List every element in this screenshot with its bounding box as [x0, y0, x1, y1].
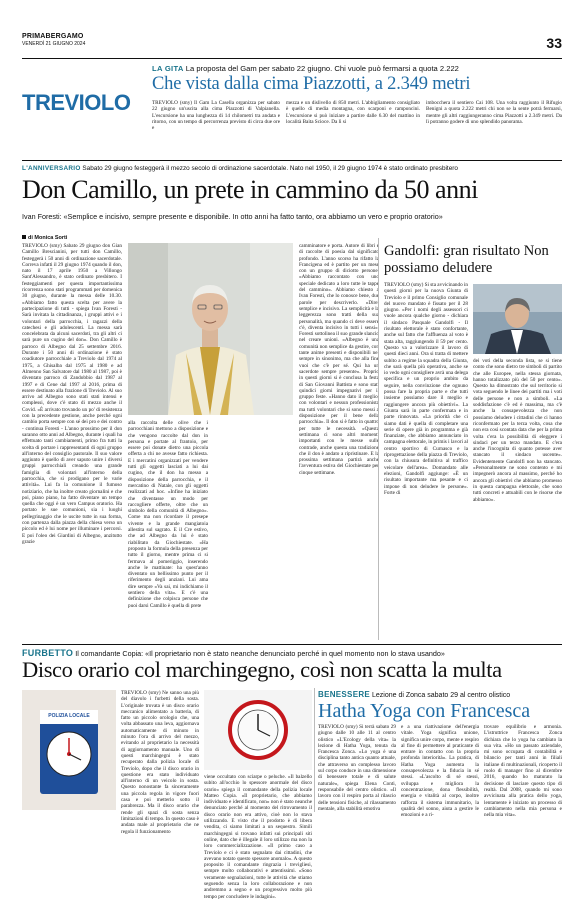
furbetto-headline: Disco orario col marchingegno, così non scatta la multa [22, 657, 502, 682]
feature-col-3: camminatore e porta. Autore di libri e di raccolte di poesia dal significato profondo. L'anno scorso ha rifatto la Francigena ed è partito per un mese con un gruppo di diciotto persone. «Abbiamo raccontato con uno speciale dedicato a loro tutte le tappe del cammino». Abbiamo chiesto a Ivan Foresti, che lo conosce bene, due parole per descriverlo. «Direi semplice e incisivo. La semplicità e la leggerezza sono tratti della sua personalità, ma quando ci deve essere c'è, diventa incisivo in tutti i sensi». Foresti sottolinea il suo grande slancio nel creare unioni. «Albegno è una comunità non semplice da gestire, con tante anime presenti e disponibili nel sempre in sinonimo, ma che alla fine vuoi che c'è per sé. Qui ha un sacerdote sempre presente». Proprio in questi giorni si è conclusa la festa di San Giovanni Battista e sono stati quindici giorni impegnativi per il gruppo feste. «Hanno dato il meglio, con volontari e nessun professionista ma tutti volontari che si sono messi a disposizione per il bene della parrocchia». Il don si è fatto in quattro per tutte le necessità. «Questa settimana ci sono altri momenti importanti con le messe sulle contrade, anche questa una tradizione che il don è andato a ripristinare. E la prossima settimana partirà anche l'avventura estiva del Giochiestate per cinque settimane. [299, 243, 379, 476]
disco-orario-photo [22, 690, 116, 810]
byline [22, 235, 67, 241]
byline-text: di Monica Sorti [28, 235, 68, 241]
section-town: TREVIOLO [22, 90, 131, 115]
feature-kicker [22, 165, 562, 172]
priest-portrait [128, 243, 293, 415]
section-rule-2 [22, 644, 562, 645]
benessere-town: BENESSERE [318, 690, 371, 699]
furbetto-col-1: TREVIOLO (smy) Ne sanno una più del diavolo i furbetti della sosta. L'originale trovata è un disco orario meccanico alimentato a batteria, di fatto un piccolo orologio che, una volta abbassato una leva, aggiornava automaticamente di minuto in minuto l'ora di arrivo del mezzo, evitando al proprietario la necessità di aggiornamento manuale. Uno di questi marchingegni è stato recuperato dalla polizia locale di Treviolo, dopo che il disco orario in questione era stato individuato all'interno di un veicolo in sosta. Questo nonostante fa sinceramente una piccola regola in vigore fuori casa e poi metterlo sotto il parabrezza. Ma il disco orario che rende gli spazi di sosta senza limitazioni di tempo. In questo caso è andata male al proprietario che ne regola il funzionamento [121, 690, 199, 835]
masthead-paper: PRIMABERGAMO [22, 33, 84, 40]
page-number: 33 [546, 35, 562, 51]
device-closeup-picture [204, 690, 312, 770]
top-kicker [152, 64, 562, 73]
benessere-col-2: e a una riattivazione dell'energia vitale. Yoga significa unione, significa unire corpo, mente e respiro al fine di permettere al praticante di entrare in contatto con la propria profonda interiorità». La pratica, di Hatha Yoga aumenta la consapevolezza e la fiducia in sé stessi. «L'ascolto di sé stessi, sviluppa e migliora la concentrazione, dona flessibilità, energia e vitalità al corpo, inoltre rafforza il sistema immunitario, la qualità del sonno, aiuta a gestire le emozioni e a ri- [401, 724, 479, 819]
section-rule-1 [22, 160, 562, 161]
benessere-col-1: TREVIOLO (smy) Si terrà sabato 29 giugno dalle 10 alle 11 al centro olistico «L'Ecology della vita» la lezione di Hatha Yoga, tenuta da Francesca Zonca. «Lo yoga è una disciplina tanto antica quanto attuale, che attraverso un complesso lavoro sul corpo conduce in una dimensione di benessere totale e di salute naturale», spiega Elena Conti, responsabile del centro olistico. «Il lavoro con il respiro porta al rilascio delle tensioni fisiche, al rilassamento mentale, alla stabilità emotiva [318, 724, 396, 812]
feature-kicker-label: L'ANNIVERSARIO [22, 165, 81, 172]
feature-subhead: Ivan Foresti: «Semplice e incisivo, sempre presente e disponibile. In otto anni ha fatto tanto, ora abbiamo un vero e proprio oratorio» [22, 212, 443, 221]
top-kicker-text: La proposta del Gam per sabato 22 giugno. Chi vuole può fermarsi a quota 2.222 [185, 64, 459, 73]
feature-kicker-text: Sabato 29 giugno festeggerà il mezzo secolo di ordinazione sacerdotale. Nato nel 1950, il 29 giugno 1974 è stato ordinato presbitero [82, 165, 458, 172]
don-camillo-photo [128, 243, 293, 415]
sidebar-divider [378, 238, 379, 640]
gandolfi-photo [473, 284, 562, 354]
benessere-kicker [318, 690, 562, 699]
byline-icon [22, 235, 26, 239]
benessere-kicker-text: Lezione di Zonca sabato 29 al centro olistico [372, 692, 511, 699]
feature-col-2: alla raccolta delle olive che i parrocchiani mettono a disposizione e che vengono raccolte dal don in persona e portate al frantoio, per essere poi donate dietro una piccola offerta a chi ne avesse fatto richiesta. E i mercatini organizzati per vendere tutti gli oggetti lasciati a lui dai cugino, che il don ha messo a disposizione della parrocchia, e il mercatino di Natale, con gli oggetti realizzati ad hoc. «Infine ha iniziato che diventasse un modo per raccogliere offerte, oltre che un simbolo della comunità di Albegno». Come ma non ricordare il presepe vivente e la grande mangiatoia allestita sul sagrato. E il Cre estivo, che ad Albegno da lui è stato riabilitato da Giochiestate. «Ha proposto la formula della presenza per tutto il giorno, mentre prima ci si fermava al pomeriggio, inserendo anche le mattinate: ha quest'anno diventato un bellissimo punto per il riferimento degli anziani. Lui ama dire sempre «Va sai, mi indichiamo il sentiero della vita». E c'è una definizione che colpisca persone che puoi darsi Camillo è quella di prete [128, 420, 208, 609]
furbetto-col-2: viene occultato con sciarpe o peluche. «Il balzello subito all'occhio lo spessore anormale del disco orario» spiega il comandante della polizia locale Matteo Copia. «Il proprietario, che abbiamo individuato e identificato, non» non è stato neanche denunciato perché al momento del ritrovamento il disco orario non era attivo, cioè non lo stava utilizzando. E visto che il prodotto è di libera vendita, ci siamo limitati a un sequestro. Simili marchingegni si trovano infatti sui principali siti online, dato che è illegale il loro utilizzo ma non la loro commercializzazione. «Il primo caso a Treviolo e ci è stato segnalato dai cittadini, che avevano notato questo spessore anomalo». A questo proposito il comandante ringrazia i trevigliesi, sempre molto collaborativi e attentissimi. «Sono veramente segnalazioni, tutte le attività che stiamo seguendo senza la loro collaborazione e non andremmo a segno e un progressivo molto più tempo per concludere le indagini». [204, 774, 312, 900]
police-badge: POLIZIA LOCALE [48, 713, 90, 719]
sidebar-col-1: TREVIOLO (smy) Si sta avvicinando in questi giorni per la nuova Giunta di Treviolo e il primo Consiglio comunale del nuovo mandato è fissato per il 28 giugno. «Per i nomi degli assessori ci vuole ancora qualche giorno - dichiara il sindaco Pasquale Gandolfi - Il risultato elettorale è stato confortante, anche sul fatto che l'affluenza al voto è stata alta, raggiungendo il 59 per cento. Questo va a valorizzare il lavoro di questi dieci anni. Ora si tratta di mettere subito a regime la squadra della Giunta, che sarà quella più operativa, anche se io vedo ogni consigliere avrà una delega specifica e un proprio ambito da seguire, nella convinzione che ognuno possa fare la propria parte e che tutti insieme possiamo dare il meglio e raggiungere ancora più obiettivi». La Giunta sarà in parte confermata e in parte rinnovata. «La priorità che ci siamo dati è quella di completare una serie di opere già in programma e già finanziate, che abbiamo annunciato in campagna elettorale, in primis i lavori al centro sportivo di Curnasco e la riprogettazione della piazza di Treviolo, con la chiusura definitiva al traffico veicolare dell'area». Domandato alle elezioni, Gandolfi aggiunge: «È un risultato importante ma pesante e ci impone di non deludere le persone». Forte di [384, 282, 468, 496]
masthead-date: VENERDÌ 21 GIUGNO 2024 [22, 41, 86, 47]
mayor-portrait [473, 284, 562, 354]
masthead-rule [22, 58, 562, 59]
top-col-3: imbocchera il sentiero Cai 108. Una volta raggiunto il Rifugio Benigni a quota 2.222 metri chi non se la sente potrà fermarsi, mentre gli altri raggiungeranno cima Piazzotti a 2.349 metri. Da lì potranno godere di uno splendido panorama. [426, 100, 562, 125]
sidebar-headline: Gandolfi: gran risultato Non possiamo deludere [384, 243, 549, 276]
police-device-picture [22, 690, 116, 810]
furbetto-kicker-label: Il comandante Copia: [75, 649, 144, 658]
bottom-divider [314, 688, 315, 812]
masthead [22, 33, 562, 57]
furbetto-kicker-text: «Il proprietario non è stato neanche denunciato perché in quel momento non lo stava usando» [145, 649, 445, 658]
top-col-1: TREVIOLO (smy) Il Gam La Casella organizza per sabato 22 giugno un'uscita alla cima Piazzotti di Valpianella. L'escursione ha una lunghezza di 14 chilometri tra andata e ritorno, con un tempo di percorrenza previsto di circa due ore e [152, 100, 280, 132]
sidebar-col-2: dei voti della seconda lista, se si tiene conto che sono dietro tre simboli di partito che alle Europee, nella stessa giornata, hanno totalizzato più del 50 per cento». Questo ha dimostrato che sul territorio si vota seguendo le linee dei partiti ma i voti delle persone e non a simboli. «La soddisfazione c'è ed è massima, ma c'è anche la consapevolezza che non possiamo deludere i cittadini che ci hanno riconfermato per la terza volta, cosa che non era così scontata data che per la prima volta c'era la possibilità di eleggere i sindaci per un terzo mandato. E c'era anche l'incognita di quanto potesse aver stancato il sindaco uscente». Evidentemente Gandolfi non ha stancato. «Personalmente ne sono contento e mi impegnerò ancora al massimo, perché ho ancora gli obiettivi che abbiamo promesso in questa campagna elettorale, che sono tutti concreti e attuabili con le risorse che abbiamo». [473, 358, 562, 503]
device-closeup-photo [204, 690, 312, 770]
benessere-col-3: trovare equilibrio e armonia. L'istruttrice Francesca Zonca dichiara che lo yoga ha cambiato la sua vita. «Ho un passato aziendale, mi sono occupata di contabilità e bilancio per tanti anni in filiali italiane di multinazionali, ricoperto il ruolo di manager fino al dicembre 2016, quando ho maturato la decisione di lasciare questo tipo di realtà. Dal 2008, quando mi sono avvicinata alla pratica dello yoga, lentamente è iniziato un processo di cambiamento nella mia persona e nella mia vita». [484, 724, 562, 819]
top-headline: Che vista dalla cima Piazzotti, a 2.349 metri [152, 74, 471, 94]
furbetto-town: FURBETTO [22, 648, 74, 658]
feature-headline: Don Camillo, un prete in cammino da 50 anni [22, 175, 478, 204]
top-col-2: mezza e un dislivello di 850 metri. L'abbigliamento consigliato è quello di media montagna, con scarponi e ramponcini. L'escursione si può iniziare a partire dalle 6.30 del mattino in località Baita Scioce. Da lì si [286, 100, 420, 125]
benessere-headline: Hatha Yoga con Francesca [318, 700, 531, 722]
furbetto-col-3: non è stato neanche denunciato perché al momento del ritrovamento il disco orario non era attivo, cioè non lo stava utilizzando. E visto che il prodotto è di libera vendita, ci siamo limitati a un sequestro. Simili marchingegni si trovano infatti sui principali siti online, dato che è illegale il loro utilizzo ma non la loro commercializzazione. «Il primo caso a Treviolo e ci è stato segnalato dai cittadini, che avevano notato questo spessore anomalo». A questo proposito il comandante ringrazia i trevigliesi, sempre molto collaborativi e attentissimi. «Sono veramente segnalazioni, tutte le attività che stiamo seguendo senza la loro collaborazione e non andremmo a segno e un progressivo molto più tempo per concludere le indagini». [204, 799, 312, 900]
top-kicker-label: LA GITA [152, 64, 184, 73]
feature-col-1: TREVIOLO (smy) Sabato 29 giugno don Gian Camillo Brescianini, per tutti don Camillo, festeggerà i 50 anni di ordinazione sacerdotale. Correva infatti il 29 giugno 1974 quando il don, nato il 17 aprile 1950 a Villongo Sant'Alessandro, è stato ordinato presbitero. I festeggiamenti per questa importantissima ricorrenza sono stati programmati per domenica 30 giugno, durante la messa delle 10.30. «Abbiamo fatto questa scelta per avere la partecipazione di tutti - spiega Ivan Foresti - Sarà invitata la cittadinanza, i gruppi attivi e i volontari della parrocchia, i ragazzi della catechesi e gli adolescenti. La messa sarà concelebrata da alcuni sacerdoti, tra gli altri ci sarà pure un cugino del don». Don Camillo è parroco di Albegno dal 25 settembre 2016. Durante i 50 anni di ordinazione è stato coadiutore parrocchiale a Treviolo dal 1974 al 1975, a Ghisalba dal 1975 al 1980 e ad Almenno San Salvatore dal 1980 al 1987, poi è diventato parroco di Zandobbio dal 1987 al 1997 e di Cene dal 1997 al 2016, prima di essere destinato alla frazione di Treviolo. Al suo arrivo ad Albegno sono stati stati intensi e complessi, dove c'è stato di mezzo anche il Covid. «È arrivato trovando un po' di resistenza con la precedente gestione, anche perché ogni cambio porta sempre con sé dei pro e dei contro - continua Foresti - L'anno prossimo per il don saranno otto anni ad Albegno, durante i quali ha effettuato tanti cambiamenti, primo fra tutti la scelta di portare i rappresentanti di ogni gruppo all'interno del consiglio pastorale. Il suo valore aggiunto è quello di aver saputo unire i diversi gruppi parrocchiali creando una grande famiglia di volontari all'interno della parrocchia, che si prodigano per le varie attività». Lui fa la comunione il fumoso notiziario, che ha inoltre creato giornalini e che poi, piano piano, ha fatto diventare un tempo quella che oggi è un vero Campus oratorio. Ha portato le sue comunioni, sia i luoghi pellegrinaggio che le uscite tutte in sua forma, con partenza dalla piazza della chiesa verso un piccolo ed è lui nome per illuminare i percorsi. E poi l'oleo dei Giardini di Albegno, anzitutto grazie [22, 243, 122, 545]
